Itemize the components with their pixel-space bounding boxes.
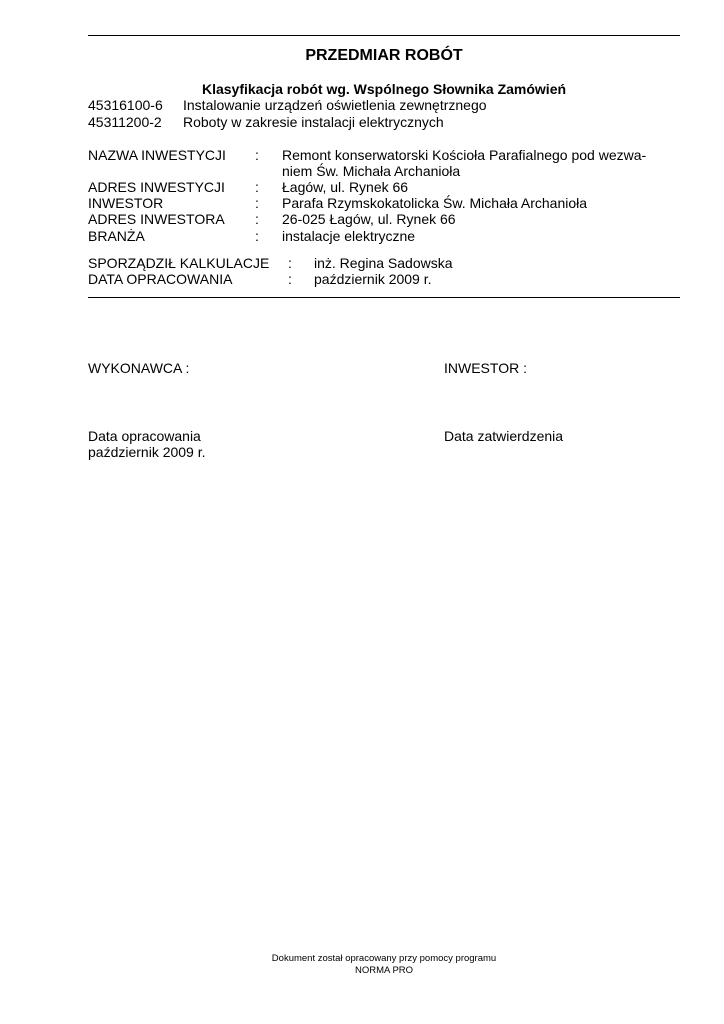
classification-code: 45316100-6 [88,97,163,113]
investment-name-label: NAZWA INWESTYCJI [88,147,226,163]
bottom-rule [88,297,680,298]
investor-signature-label: INWESTOR : [444,360,527,376]
investor-label: INWESTOR [88,195,164,211]
colon: : [288,255,292,271]
investor-address-value: 26-025 Łagów, ul. Rynek 66 [282,211,456,227]
contractor-label: WYKONAWCA : [88,360,190,376]
prepared-by-label: SPORZĄDZIŁ KALKULACJE [88,255,270,271]
prepared-by-value: inż. Regina Sadowska [314,255,453,271]
top-rule [88,35,680,36]
footer-line: Dokument został opracowany przy pomocy programu [271,953,497,964]
prepared-date-value: październik 2009 r. [314,271,432,287]
branch-label: BRANŻA [88,228,145,244]
classification-desc: Roboty w zakresie instalacji elektrycznych [183,114,444,130]
prep-date-label: Data opracowania [88,428,201,444]
colon: : [255,228,259,244]
investor-address-label: ADRES INWESTORA [88,211,225,227]
prepared-date-label: DATA OPRACOWANIA [88,271,233,287]
prep-date-value: październik 2009 r. [88,444,206,460]
investment-name-value: Remont konserwatorski Kościoła Parafialnego pod wezwa- [282,147,647,163]
classification-heading: Klasyfikacja robót wg. Wspólnego Słownika Zamówień [201,81,567,97]
footer [88,953,680,977]
colon: : [288,271,292,287]
document-title: PRZEDMIAR ROBÓT [305,47,463,64]
investment-address-value: Łagów, ul. Rynek 66 [282,179,409,195]
colon: : [255,179,259,195]
investment-address-label: ADRES INWESTYCJI [88,179,225,195]
footer-program: NORMA PRO [354,965,414,976]
colon: : [255,195,259,211]
branch-value: instalacje elektryczne [282,228,416,244]
investor-value: Parafa Rzymskokatolicka Św. Michała Archanioła [282,195,588,211]
classification-code: 45311200-2 [88,114,162,130]
classification-desc: Instalowanie urządzeń oświetlenia zewnętrznego [183,97,487,113]
colon: : [255,211,259,227]
approval-date-label: Data zatwierdzenia [444,428,564,444]
investment-name-value-cont: niem Św. Michała Archanioła [282,163,461,179]
colon: : [255,147,259,163]
